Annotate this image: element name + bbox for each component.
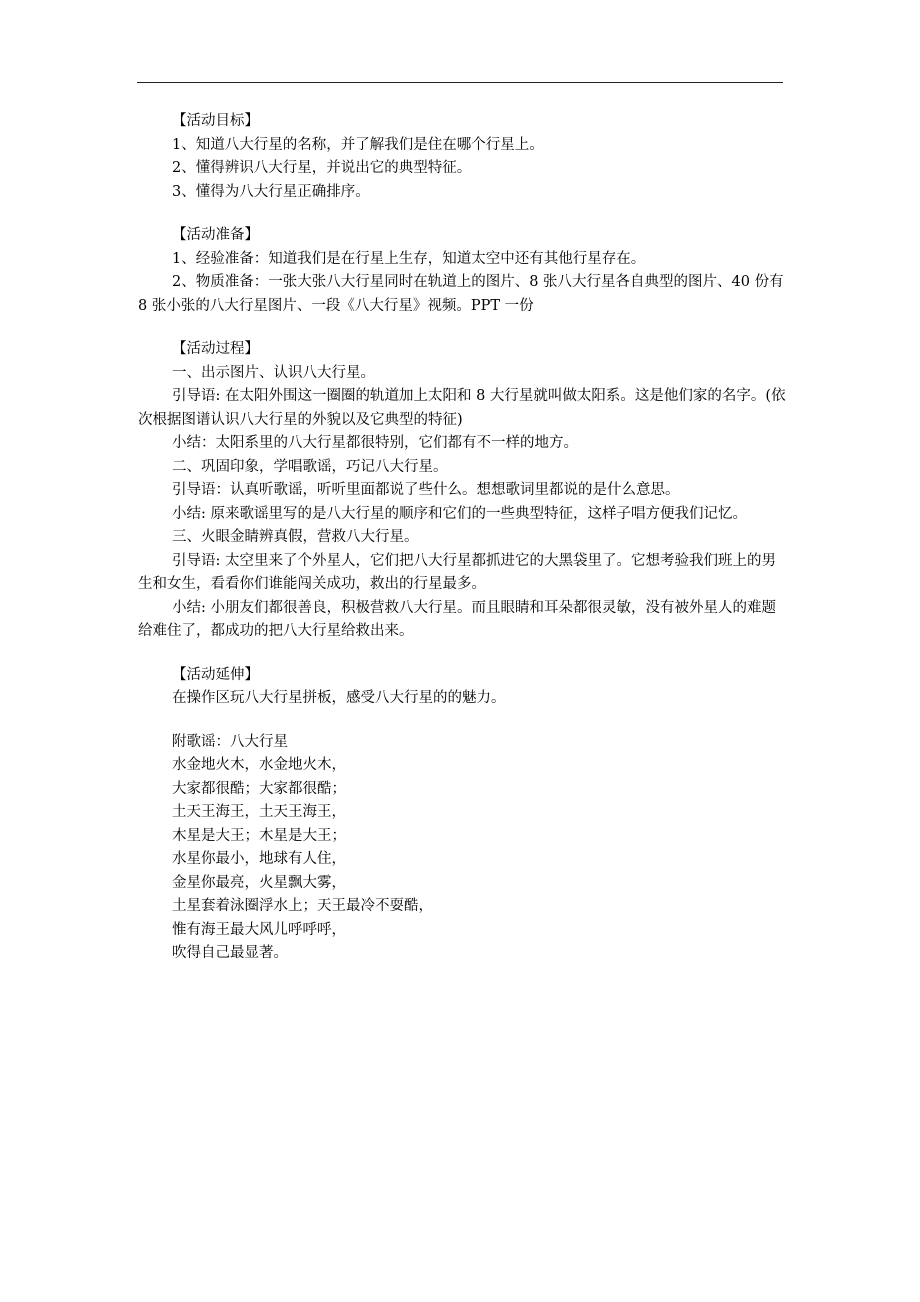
extension-heading: 【活动延伸】 bbox=[172, 666, 259, 683]
song-section bbox=[138, 731, 788, 966]
goals-item-2: 2、懂得辨识八大行星，并说出它的典型特征。 bbox=[172, 160, 472, 176]
song-line: 土星套着泳圈浮水上；天王最冷不耍酷， bbox=[172, 898, 433, 914]
process-step-2: 二、巩固印象，学唱歌谣，巧记八大行星。 bbox=[172, 458, 448, 475]
song-line: 金星你最亮，火星飘大雾， bbox=[172, 874, 346, 891]
process-guide-1: 引导语: 在太阳外围这一圈圈的轨道加上太阳和 8 大行星就叫做太阳系。这是他们家的名字。(依次根据图谱认识八大行星的外貌以及它典型的特征) bbox=[138, 388, 786, 428]
goals-heading: 【活动目标】 bbox=[172, 113, 259, 129]
process-heading: 【活动过程】 bbox=[172, 341, 259, 357]
prep-heading: 【活动准备】 bbox=[172, 227, 259, 243]
prep-section bbox=[138, 224, 788, 318]
header-rule bbox=[137, 82, 783, 83]
song-line: 吹得自己最显著。 bbox=[172, 945, 288, 961]
process-guide-3: 引导语: 太空里来了个外星人，它们把八大行星都抓进它的大黑袋里了。它想考验我们班上的男生和女生，看看你们谁能闯关成功，救出的行星最多。 bbox=[138, 552, 776, 592]
goals-item-1: 1、知道八大行星的名称，并了解我们是住在哪个行星上。 bbox=[172, 136, 544, 153]
process-step-1: 一、出示图片、认识八大行星。 bbox=[172, 364, 375, 381]
song-line: 土天王海王，土天王海王， bbox=[172, 804, 346, 820]
section-gap bbox=[138, 711, 788, 731]
process-summary-2: 小结: 原来歌谣里写的是八大行星的顺序和它们的一些典型特征，这样子唱方便我们记忆。 bbox=[172, 505, 747, 522]
song-line: 惟有海王最大风儿呼呼呼， bbox=[172, 921, 346, 938]
song-title: 附歌谣：八大行星 bbox=[172, 733, 288, 750]
process-summary-3: 小结: 小朋友们都很善良，积极营救八大行星。而且眼睛和耳朵都很灵敏，没有被外星人的难题给难住了，都成功的把八大行星给救出来。 bbox=[138, 599, 776, 639]
section-gap bbox=[138, 318, 788, 338]
song-line: 木星是大王；木星是大王； bbox=[172, 827, 346, 844]
process-step-3: 三、火眼金睛辨真假，营救八大行星。 bbox=[172, 529, 419, 545]
section-gap bbox=[138, 644, 788, 664]
extension-item-1: 在操作区玩八大行星拼板，感受八大行星的的魅力。 bbox=[172, 690, 506, 706]
process-section bbox=[138, 338, 788, 644]
goals-item-3: 3、懂得为八大行星正确排序。 bbox=[172, 183, 370, 200]
extension-section bbox=[138, 664, 788, 711]
song-line: 水金地火木，水金地火木， bbox=[172, 757, 346, 773]
process-summary-1: 小结：太阳系里的八大行星都很特别，它们都有不一样的地方。 bbox=[172, 435, 578, 451]
section-gap bbox=[138, 204, 788, 224]
song-line: 大家都很酷；大家都很酷； bbox=[172, 780, 346, 797]
goals-section bbox=[138, 110, 788, 204]
prep-item-2: 2、物质准备：一张大张八大行星同时在轨道上的图片、8 张八大行星各自典型的图片、40 份有 8 张小张的八大行星图片、一段《八大行星》视频。PPT 一份 bbox=[138, 274, 789, 314]
prep-item-1: 1、经验准备：知道我们是在行星上生存，知道太空中还有其他行星存在。 bbox=[172, 250, 646, 267]
song-line: 水星你最小，地球有人住， bbox=[172, 851, 346, 867]
document-body bbox=[138, 110, 788, 966]
process-guide-2: 引导语：认真听歌谣，听听里面都说了些什么。想想歌词里都说的是什么意思。 bbox=[172, 482, 680, 498]
